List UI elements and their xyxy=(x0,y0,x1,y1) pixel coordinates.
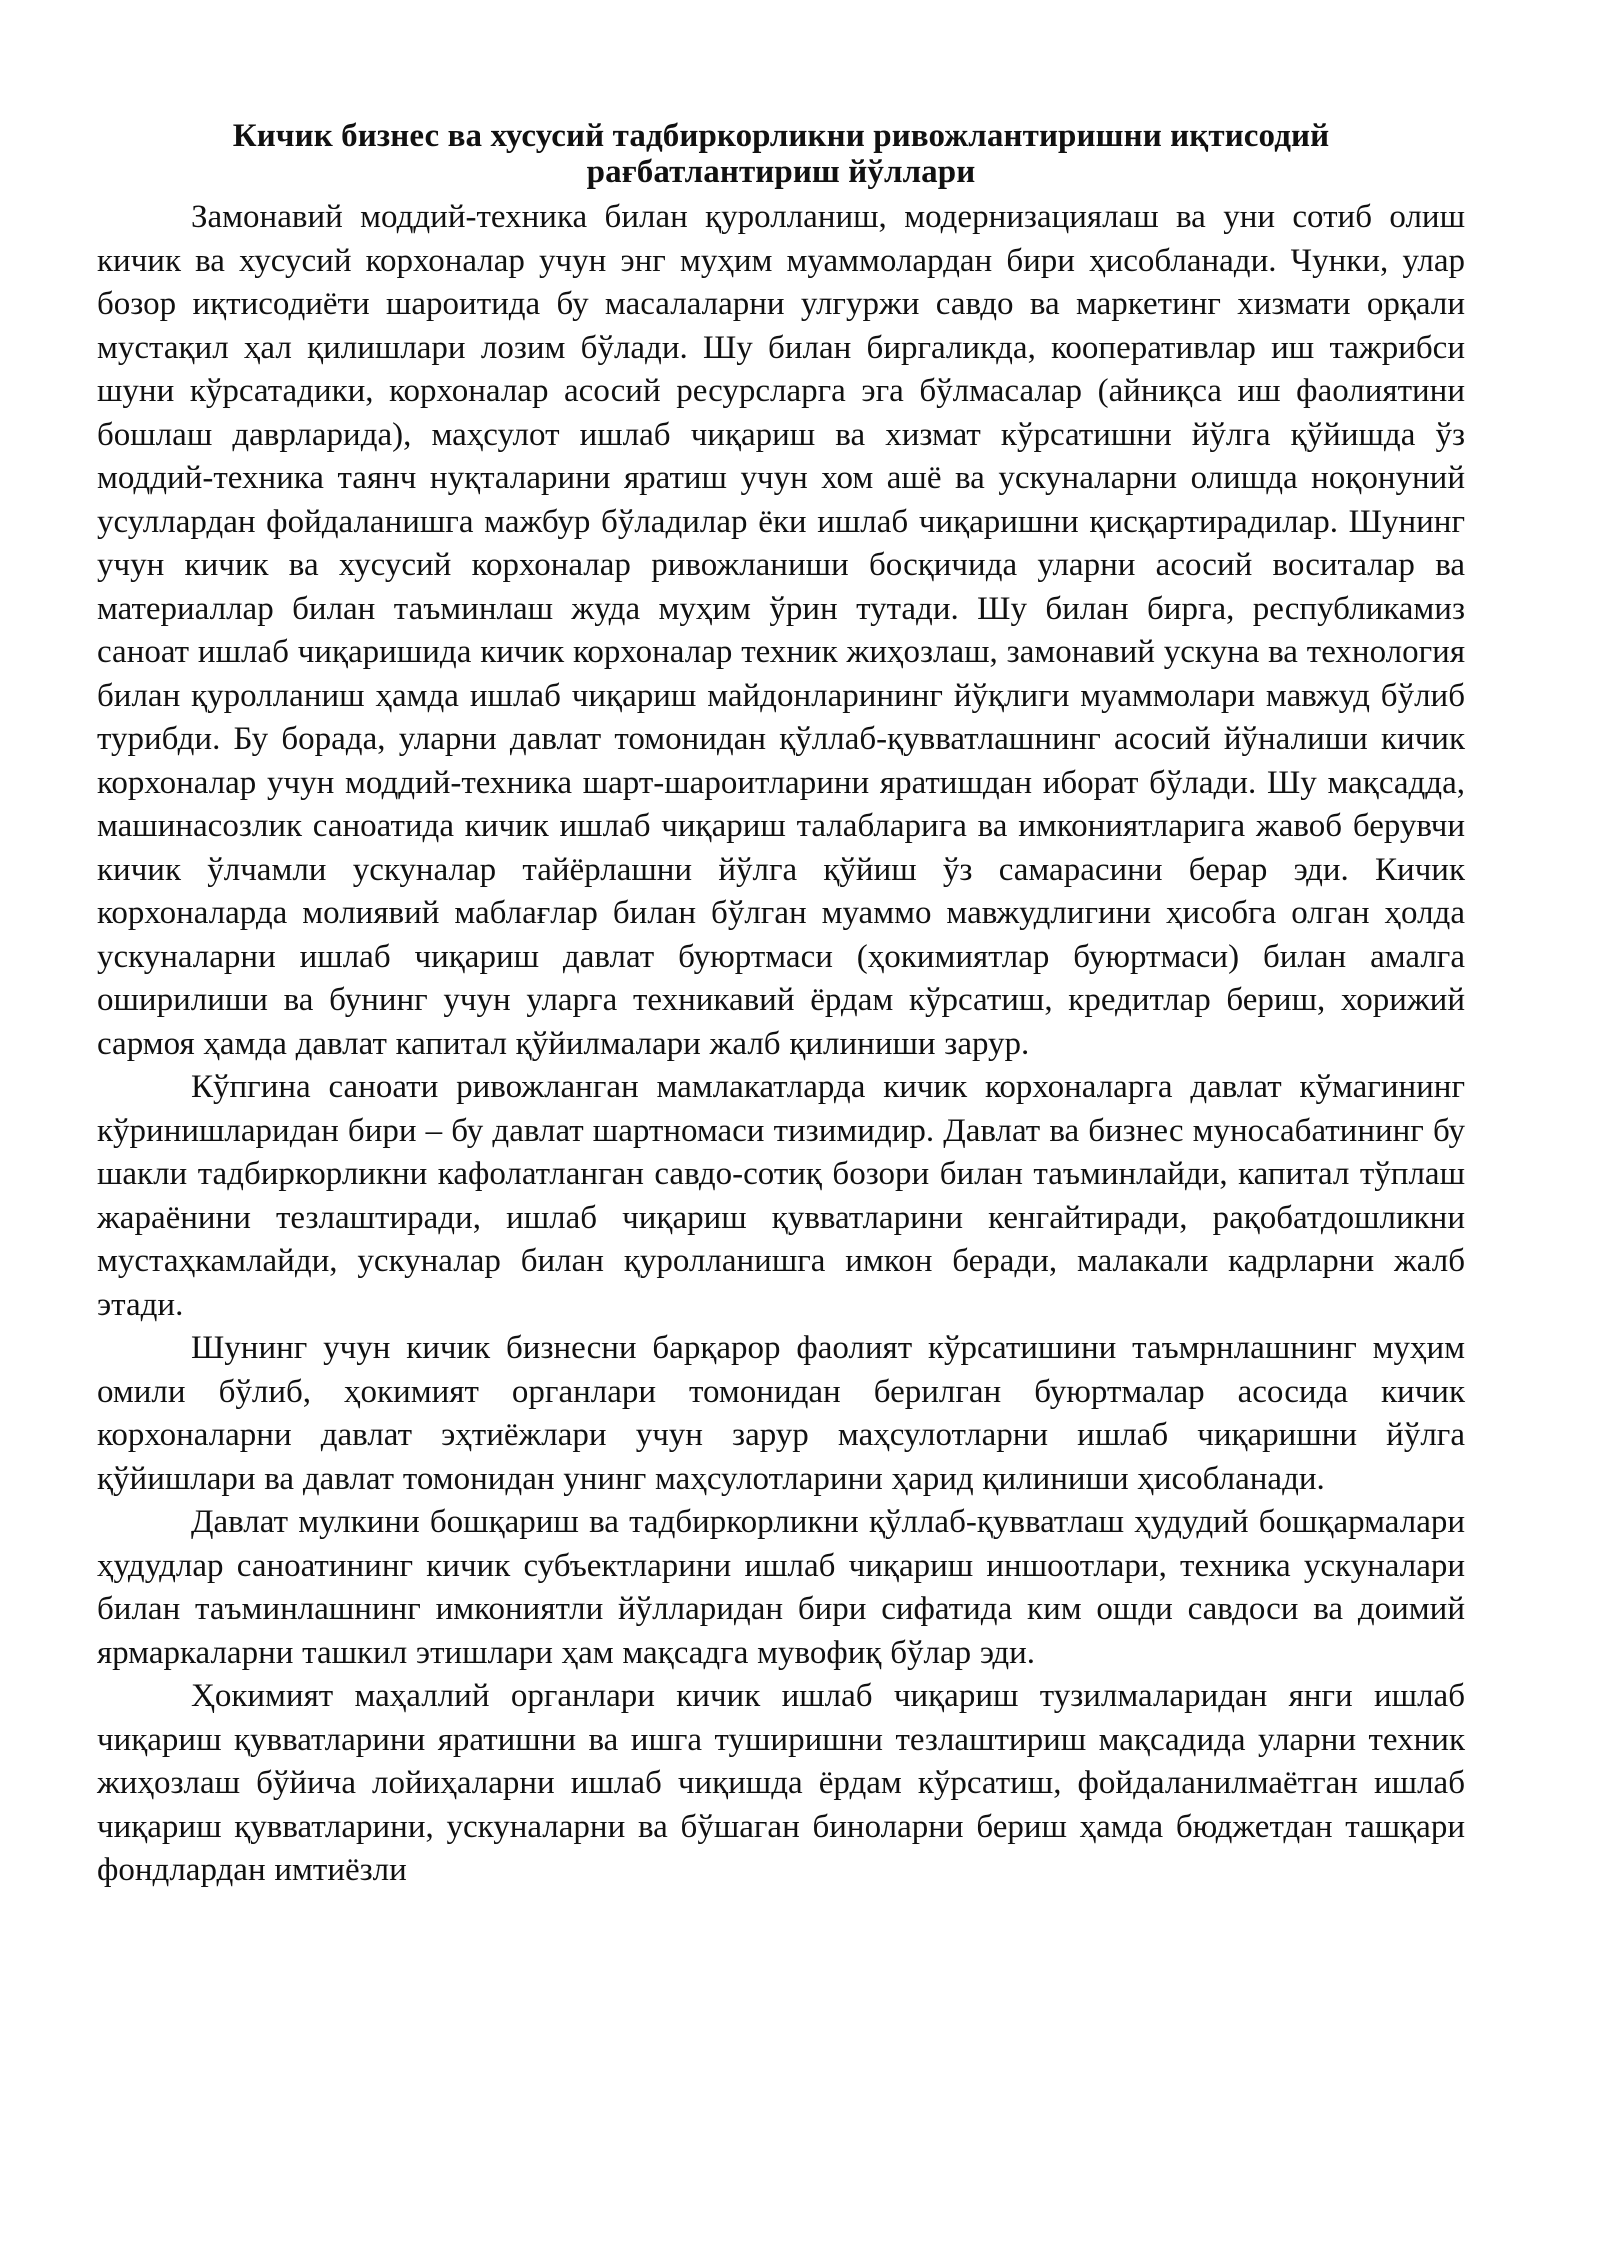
paragraph-2: Кўпгина саноати ривожланган мамлакатларда кичик корхоналарга давлат кўмагининг кўринишларидан бири – бу давлат шартномаси тизимидир. Давлат ва бизнес муносабатининг бу шакли тадбиркорликни кафолатланган савдо-сотиқ бозори билан таъминлайди, капитал тўплаш жараёнини тезлаштиради, ишлаб чиқариш қувватларини кенгайтиради, рақобатдошликни мустаҳкамлайди, ускуналар билан қуролланишга имкон беради, малакали кадрларни жалб этади. xyxy=(97,1069,1465,1323)
document-title-line-2: рағбатлантириш йўллари xyxy=(586,154,976,190)
document-body xyxy=(97,196,1465,1893)
paragraph-1: Замонавий моддий-техника билан қуролланиш, модернизациялаш ва уни сотиб олиш кичик ва хусусий корхоналар учун энг муҳим муаммолардан бири ҳисобланади. Чунки, улар бозор иқтисодиёти шароитида бу масалаларни улгуржи савдо ва маркетинг хизмати орқали мустақил ҳал қилишлари лозим бўлади. Шу билан биргаликда, кооперативлар иш тажрибси шуни кўрсатадики, корхоналар асосий ресурсларга эга бўлмасалар (айниқса иш фаолиятини бошлаш даврларида), маҳсулот ишлаб чиқариш ва хизмат кўрсатишни йўлга қўйишда ўз моддий-техника таянч нуқталарини яратиш учун хом ашё ва ускуналарни олишда ноқонуний усуллардан фойдаланишга мажбур бўладилар ёки ишлаб чиқаришни қисқартирадилар. Шунинг учун кичик ва хусусий корхоналар ривожланиши босқичида уларни асосий воситалар ва материаллар билан таъминлаш жуда муҳим ўрин тутади. Шу билан бирга, республикамиз саноат ишлаб чиқаришида кичик корхоналар техник жиҳозлаш, замонавий ускуна ва технология билан қуролланиш ҳамда ишлаб чиқариш майдонларининг йўқлиги муаммолари мавжуд бўлиб турибди. Бу борада, уларни давлат томонидан қўллаб-қувватлашнинг асосий йўналиши кичик корхоналар учун моддий-техника шарт-шароитларини яратишдан иборат бўлади. Шу мақсадда, машинасозлик саноатида кичик ишлаб чиқариш талабларига ва имкониятларига жавоб берувчи кичик ўлчамли ускуналар тайёрлашни йўлга қўйиш ўз самарасини берар эди. Кичик корхоналарда молиявий маблағлар билан бўлган муаммо мавжудлигини ҳисобга олган ҳолда ускуналарни ишлаб чиқариш давлат буюртмаси (ҳокимиятлар буюртмаси) билан амалга оширилиши ва бунинг учун уларга техникавий ёрдам кўрсатиш, кредитлар бериш, хорижий сармоя ҳамда давлат капитал қўйилмалари жалб қилиниши зарур. xyxy=(97,199,1465,1062)
paragraph-4: Давлат мулкини бошқариш ва тадбиркорликни қўллаб-қувватлаш ҳудудий бошқармалари ҳудудлар саноатининг кичик субъектларини ишлаб чиқариш иншоотлари, техника ускуналари билан таъминлашнинг имкониятли йўлларидан бири сифатида ким ошди савдоси ва доимий ярмаркаларни ташкил этишлари ҳам мақсадга мувофиқ бўлар эди. xyxy=(97,1504,1465,1671)
paragraph-5: Ҳокимият маҳаллий органлари кичик ишлаб чиқариш тузилмаларидан янги ишлаб чиқариш қувватларини яратишни ва ишга туширишни тезлаштириш мақсадида уларни техник жиҳозлаш бўйича лойиҳаларни ишлаб чиқишда ёрдам кўрсатиш, фойдаланилмаётган ишлаб чиқариш қувватларини, ускуналарни ва бўшаган биноларни бериш ҳамда бюджетдан ташқари фондлардан имтиёзли xyxy=(97,1678,1465,1888)
paragraph-3: Шунинг учун кичик бизнесни барқарор фаолият кўрсатишини таъмрнлашнинг муҳим омили бўлиб, ҳокимият органлари томонидан берилган буюртмалар асосида кичик корхоналарни давлат эҳтиёжлари учун зарур маҳсулотларни ишлаб чиқаришни йўлга қўйишлари ва давлат томонидан унинг маҳсулотларини ҳарид қилиниши ҳисобланади. xyxy=(97,1330,1465,1497)
document-title-line-1: Кичик бизнес ва хусусий тадбиркорликни ривожлантиришни иқтисодий xyxy=(232,118,1330,154)
document-title xyxy=(97,118,1465,190)
